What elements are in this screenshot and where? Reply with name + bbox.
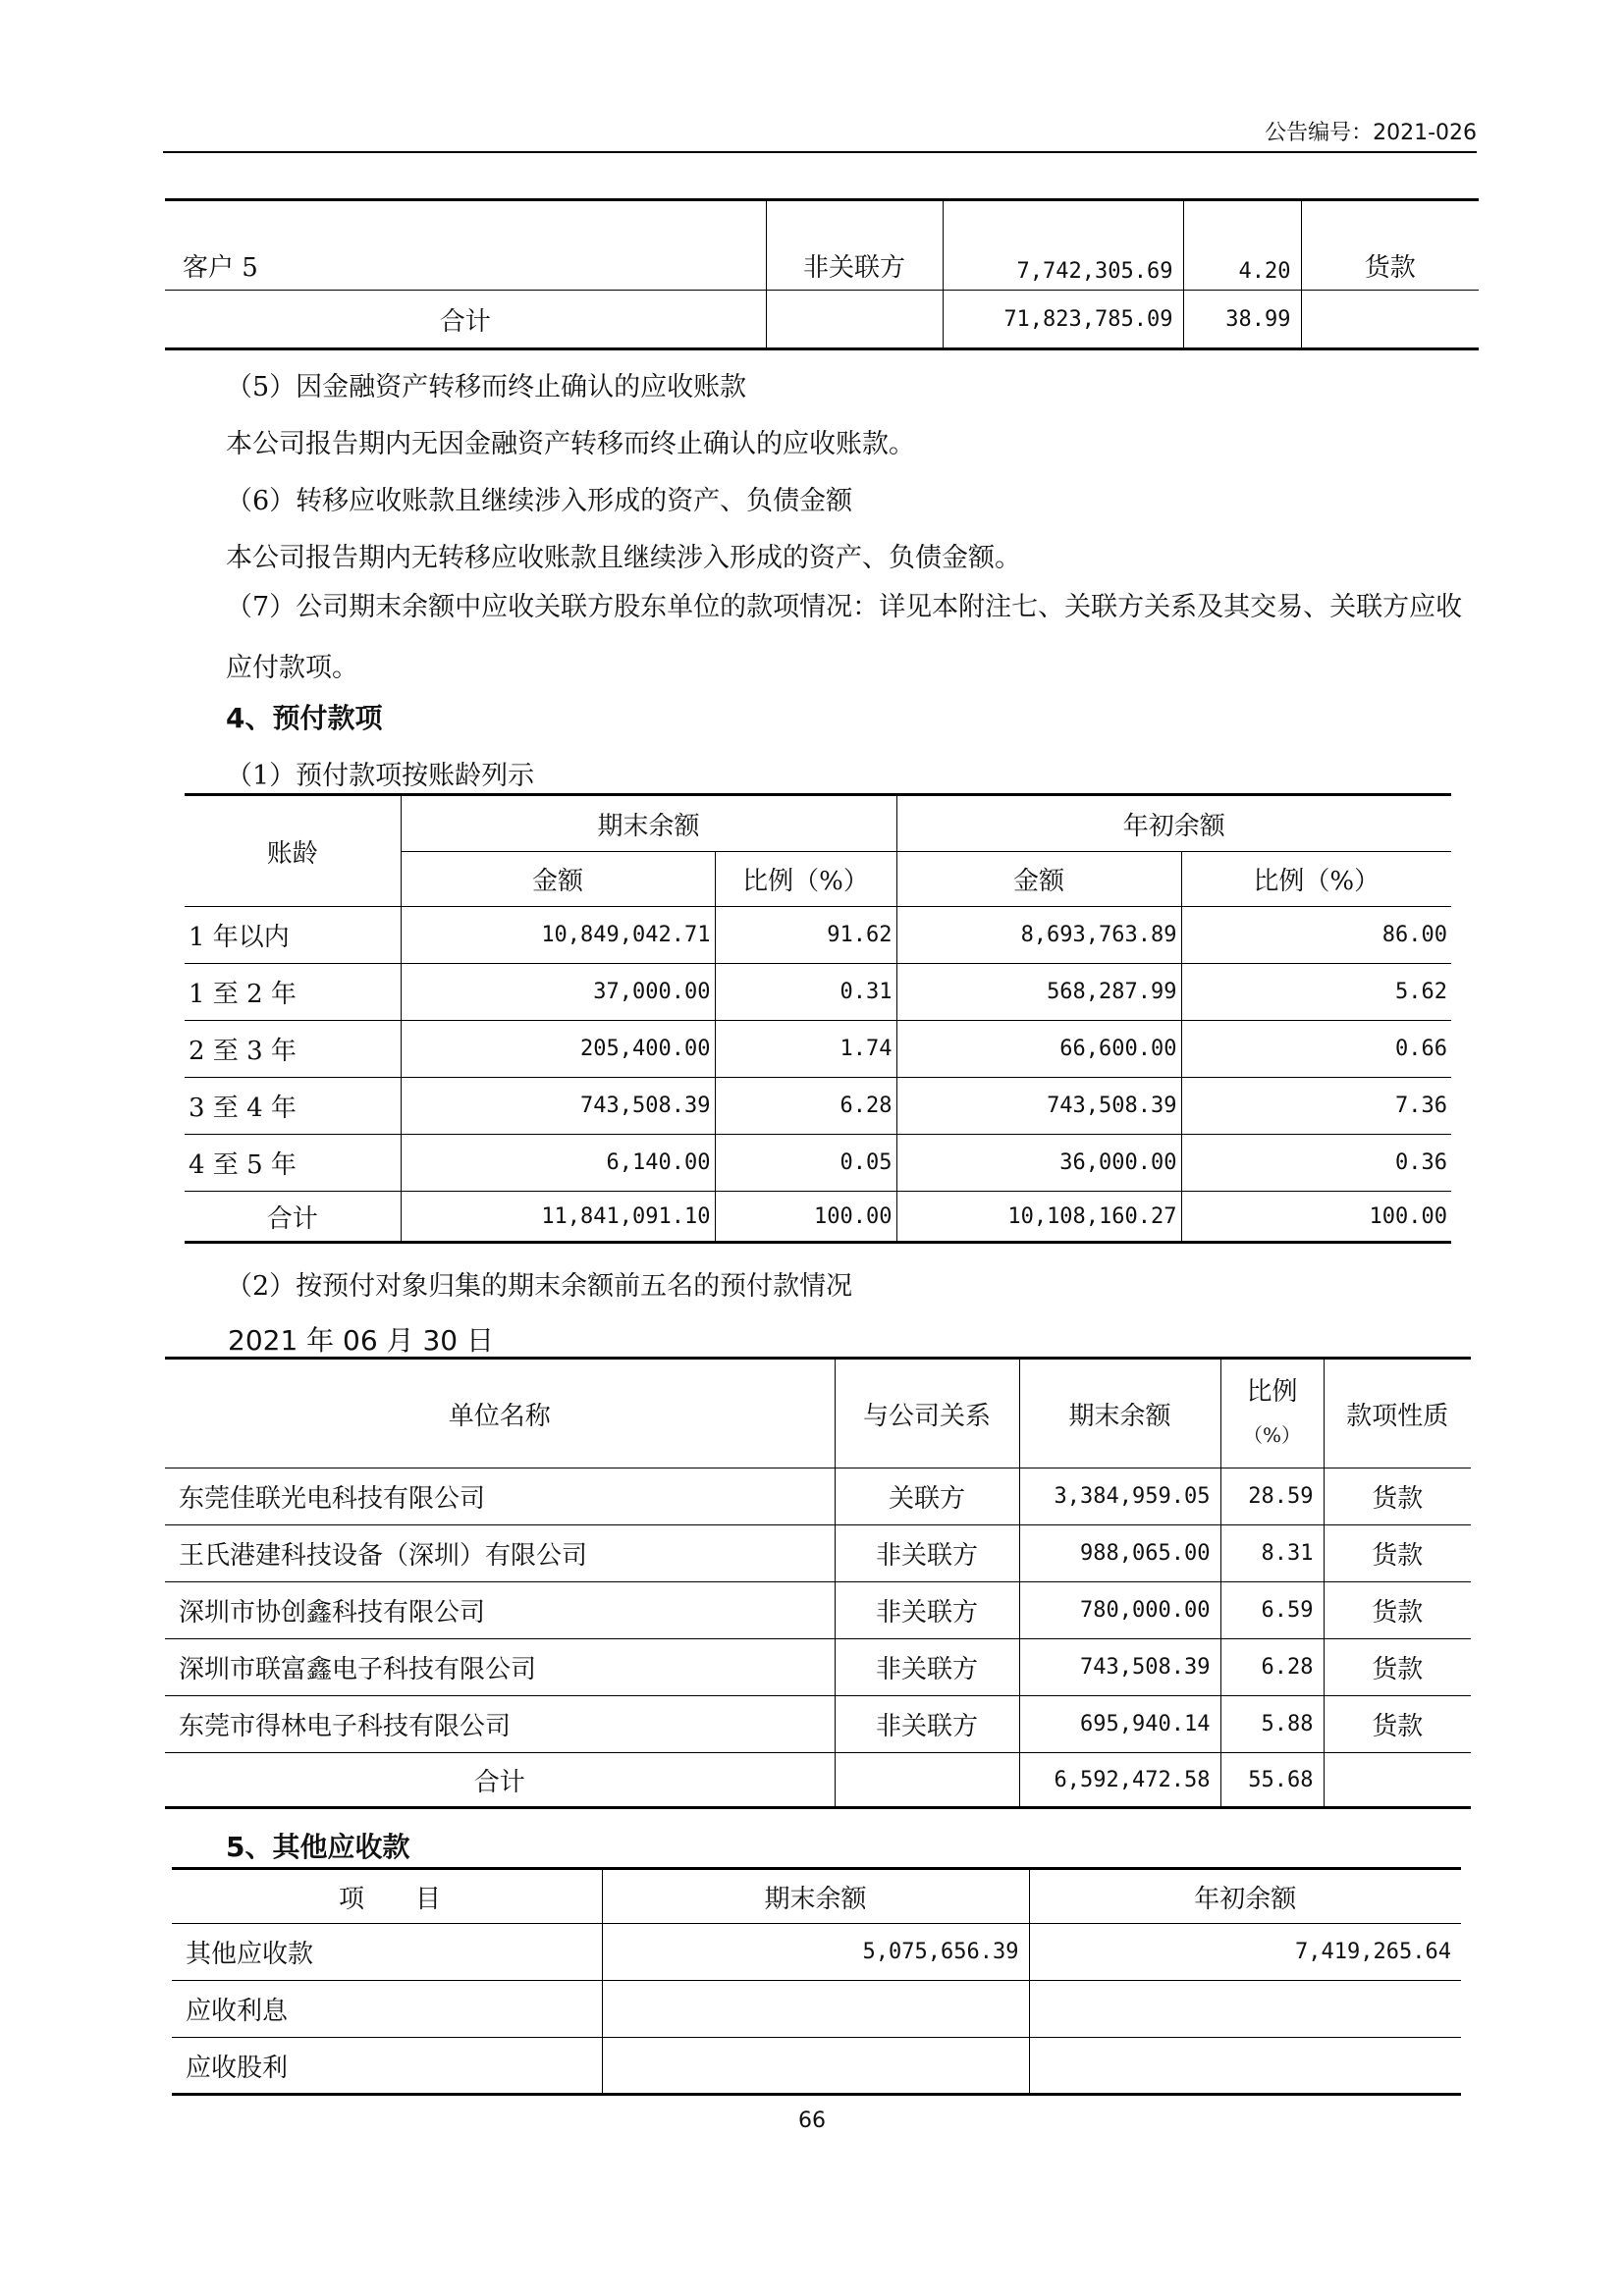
- ratio-cell: 6.28: [1220, 1639, 1324, 1696]
- header-nature: 款项性质: [1324, 1359, 1471, 1468]
- header-unit-name: 单位名称: [165, 1359, 835, 1468]
- nature-cell: 货款: [1324, 1582, 1471, 1639]
- relation-cell: 非关联方: [835, 1525, 1019, 1582]
- relation-cell: 非关联方: [835, 1639, 1019, 1696]
- table-row: [172, 1981, 1461, 2038]
- end-ratio-cell: 91.62: [715, 907, 896, 964]
- header-aging: 账龄: [185, 795, 401, 907]
- total-end-amount: 11,841,091.10: [401, 1192, 715, 1243]
- amount-cell: 3,384,959.05: [1019, 1468, 1220, 1525]
- table-header-row: [165, 1359, 1471, 1468]
- total-nature-empty: [1301, 291, 1479, 349]
- header-end-balance: 期末余额: [1019, 1359, 1220, 1468]
- header-ratio-line2: （%）: [1242, 1423, 1301, 1447]
- total-begin-amount: 10,108,160.27: [896, 1192, 1181, 1243]
- begin-amount-cell: 36,000.00: [896, 1135, 1181, 1192]
- item-cell: 应收利息: [172, 1981, 602, 2038]
- begin-amount-cell: 743,508.39: [896, 1078, 1181, 1135]
- customer-relation: 非关联方: [766, 200, 943, 291]
- end-amount-cell: 743,508.39: [401, 1078, 715, 1135]
- total-label: 合计: [165, 1753, 835, 1808]
- aging-table: [185, 793, 1451, 1244]
- header-end-amount: 金额: [401, 852, 715, 907]
- customer-nature: 货款: [1301, 200, 1479, 291]
- total-end-ratio: 100.00: [715, 1192, 896, 1243]
- table-row: [165, 1468, 1471, 1525]
- header-ratio-line1: 比例: [1246, 1377, 1298, 1407]
- amount-cell: 988,065.00: [1019, 1525, 1220, 1582]
- header-relation: 与公司关系: [835, 1359, 1019, 1468]
- end-amount-cell: 37,000.00: [401, 964, 715, 1021]
- table-row: [185, 907, 1451, 964]
- header-begin-balance: 年初余额: [896, 795, 1451, 852]
- end-cell: [602, 1981, 1029, 2038]
- begin-ratio-cell: 86.00: [1181, 907, 1451, 964]
- total-begin-ratio: 100.00: [1181, 1192, 1451, 1243]
- begin-amount-cell: 8,693,763.89: [896, 907, 1181, 964]
- aging-cell: 1 至 2 年: [185, 964, 401, 1021]
- unit-name-cell: 东莞市得林电子科技有限公司: [165, 1696, 835, 1753]
- header-ratio: [1220, 1359, 1324, 1468]
- page-header: [163, 116, 1477, 153]
- table-row: [165, 1696, 1471, 1753]
- top5-prepayments-table: [165, 1357, 1471, 1809]
- begin-cell: 7,419,265.64: [1029, 1924, 1461, 1981]
- total-label: 合计: [165, 291, 766, 349]
- customer-ratio: 4.20: [1183, 200, 1301, 291]
- announcement-number: 公告编号：2021-026: [1265, 121, 1477, 145]
- table-row: [185, 1021, 1451, 1078]
- item-cell: 应收股利: [172, 2038, 602, 2095]
- section-6-text: 本公司报告期内无转移应收账款且继续涉入形成的资产、负债金额。: [226, 543, 1021, 573]
- ratio-cell: 5.88: [1220, 1696, 1324, 1753]
- end-amount-cell: 6,140.00: [401, 1135, 715, 1192]
- total-nature-empty: [1324, 1753, 1471, 1808]
- table-row: [185, 1135, 1451, 1192]
- table-row: [172, 1924, 1461, 1981]
- ratio-cell: 28.59: [1220, 1468, 1324, 1525]
- total-amount: 6,592,472.58: [1019, 1753, 1220, 1808]
- table-row: [165, 1582, 1471, 1639]
- table-row: [185, 964, 1451, 1021]
- end-amount-cell: 10,849,042.71: [401, 907, 715, 964]
- begin-amount-cell: 568,287.99: [896, 964, 1181, 1021]
- total-ratio: 55.68: [1220, 1753, 1324, 1808]
- table-date: 2021 年 06 月 30 日: [228, 1324, 495, 1357]
- header-item: [172, 1869, 602, 1924]
- heading-prepayments: 4、预付款项: [226, 702, 383, 734]
- prepayments-aging-title: （1）预付款项按账龄列示: [226, 761, 535, 791]
- ratio-cell: 6.59: [1220, 1582, 1324, 1639]
- end-ratio-cell: 1.74: [715, 1021, 896, 1078]
- aging-cell: 2 至 3 年: [185, 1021, 401, 1078]
- top5-prepayments-title: （2）按预付对象归集的期末余额前五名的预付款情况: [226, 1271, 853, 1302]
- table-row: [165, 200, 1479, 291]
- item-cell: 其他应收款: [172, 1924, 602, 1981]
- table-row: [185, 1078, 1451, 1135]
- total-ratio: 38.99: [1183, 291, 1301, 349]
- top-customers-table: [165, 198, 1479, 350]
- amount-cell: 780,000.00: [1019, 1582, 1220, 1639]
- end-cell: [602, 2038, 1029, 2095]
- section-6-title: （6）转移应收账款且继续涉入形成的资产、负债金额: [226, 486, 853, 516]
- total-amount: 71,823,785.09: [943, 291, 1183, 349]
- begin-cell: [1029, 1981, 1461, 2038]
- header-end-ratio: 比例（%）: [715, 852, 896, 907]
- relation-cell: 关联方: [835, 1468, 1019, 1525]
- begin-ratio-cell: 0.36: [1181, 1135, 1451, 1192]
- total-relation-empty: [835, 1753, 1019, 1808]
- relation-cell: 非关联方: [835, 1582, 1019, 1639]
- amount-cell: 743,508.39: [1019, 1639, 1220, 1696]
- unit-name-cell: 东莞佳联光电科技有限公司: [165, 1468, 835, 1525]
- end-cell: 5,075,656.39: [602, 1924, 1029, 1981]
- header-begin-balance: 年初余额: [1029, 1869, 1461, 1924]
- end-ratio-cell: 6.28: [715, 1078, 896, 1135]
- amount-cell: 695,940.14: [1019, 1696, 1220, 1753]
- aging-cell: 1 年以内: [185, 907, 401, 964]
- table-header-row: [172, 1869, 1461, 1924]
- total-row: [165, 1753, 1471, 1808]
- page-number: 66: [798, 2109, 826, 2133]
- unit-name-cell: 王氏港建科技设备（深圳）有限公司: [165, 1525, 835, 1582]
- table-header-row: [185, 795, 1451, 852]
- table-row: [165, 1639, 1471, 1696]
- aging-cell: 3 至 4 年: [185, 1078, 401, 1135]
- total-row: [185, 1192, 1451, 1243]
- total-label: 合计: [185, 1192, 401, 1243]
- customer-amount: 7,742,305.69: [943, 200, 1183, 291]
- aging-cell: 4 至 5 年: [185, 1135, 401, 1192]
- begin-ratio-cell: 5.62: [1181, 964, 1451, 1021]
- nature-cell: 货款: [1324, 1696, 1471, 1753]
- section-7-text: （7）公司期末余额中应收关联方股东单位的款项情况：详见本附注七、关联方关系及其交易、关联方应收应付款项。: [226, 592, 1463, 683]
- nature-cell: 货款: [1324, 1525, 1471, 1582]
- header-end-balance: 期末余额: [602, 1869, 1029, 1924]
- nature-cell: 货款: [1324, 1639, 1471, 1696]
- table-row: [172, 2038, 1461, 2095]
- section-5-text: 本公司报告期内无因金融资产转移而终止确认的应收账款。: [226, 429, 915, 459]
- nature-cell: 货款: [1324, 1468, 1471, 1525]
- begin-cell: [1029, 2038, 1461, 2095]
- relation-cell: 非关联方: [835, 1696, 1019, 1753]
- end-amount-cell: 205,400.00: [401, 1021, 715, 1078]
- section-5-title: （5）因金融资产转移而终止确认的应收账款: [226, 372, 747, 402]
- total-relation-empty: [766, 291, 943, 349]
- table-row: [165, 1525, 1471, 1582]
- other-receivables-table: [172, 1867, 1461, 2096]
- begin-ratio-cell: 7.36: [1181, 1078, 1451, 1135]
- begin-amount-cell: 66,600.00: [896, 1021, 1181, 1078]
- unit-name-cell: 深圳市协创鑫科技有限公司: [165, 1582, 835, 1639]
- header-end-balance: 期末余额: [401, 795, 896, 852]
- heading-other-receivables: 5、其他应收款: [226, 1831, 410, 1863]
- ratio-cell: 8.31: [1220, 1525, 1324, 1582]
- end-ratio-cell: 0.05: [715, 1135, 896, 1192]
- customer-name: 客户 5: [165, 200, 766, 291]
- header-begin-amount: 金额: [896, 852, 1181, 907]
- header-begin-ratio: 比例（%）: [1181, 852, 1451, 907]
- header-item-label: 项 目: [339, 1884, 442, 1914]
- end-ratio-cell: 0.31: [715, 964, 896, 1021]
- total-row: [165, 291, 1479, 349]
- begin-ratio-cell: 0.66: [1181, 1021, 1451, 1078]
- unit-name-cell: 深圳市联富鑫电子科技有限公司: [165, 1639, 835, 1696]
